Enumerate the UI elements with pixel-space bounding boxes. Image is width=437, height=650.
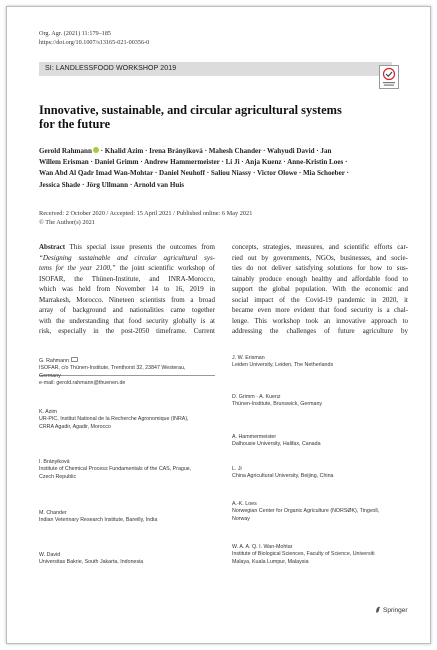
affiliation-line: ISOFAR, c/o Thünen-Institute, Trenthorst 32, 23847 Westerau,	[39, 365, 186, 372]
author-name: Gerold Rahmann	[39, 147, 92, 155]
affiliation-author: W. David	[39, 552, 61, 558]
affiliation-line: Czech Republic	[39, 473, 77, 480]
affiliation-author: J. W. Erisman	[232, 355, 265, 361]
affiliation-author: D. Grimm · A. Kuenz	[232, 394, 281, 400]
affiliation-author: L. Ji	[232, 466, 242, 472]
author-line-text	[39, 147, 331, 155]
article-page	[6, 6, 431, 644]
abstract-line: support the global population. With the economic and	[232, 285, 408, 293]
abstract-line: ried out by governments, NGOs, businesses, and socie-	[232, 253, 408, 262]
author-line: Willem Erisman · Daniel Grimm · Andrew Hammermeister · Li Ji · Anja Kuenz · Anne-Kristin Loes ·	[39, 158, 348, 167]
affiliation-line[interactable]: e-mail: gerold.rahmann@thuenen.de	[39, 380, 126, 387]
abstract-line: social impact of the Covid-19 pandemic in 2020, it	[232, 295, 408, 304]
abstract-line: became even more evident that food security is a chal-	[232, 306, 408, 314]
publication-dates	[39, 210, 252, 227]
affiliation-author: W. A. A. Q. I. Wan-Mohtar	[232, 544, 293, 550]
abstract-line: ties do not deliver satisfying solutions for how to sus-	[232, 264, 408, 272]
affiliation-line: Norwegian Center for Organic Agriculture (NORSØK), Tingvoll,	[232, 508, 380, 515]
affiliation-author: K. Azim	[39, 409, 57, 415]
abstract-line: ISOFAR, the Thünen-Institute, and INRA-Morocco,	[39, 274, 215, 283]
abstract-line: lenge. This workshop took an innovative approach to	[232, 316, 408, 325]
affiliation-entry	[232, 466, 412, 481]
abstract-line: tems for the year 2100,” the joint scientific workshop of	[39, 264, 216, 272]
abstract-right-column	[232, 242, 408, 337]
affiliation-line: Universitas Bakrie, South Jakarta, Indonesia	[39, 559, 144, 566]
email-icon[interactable]	[71, 357, 78, 362]
affiliation-author: A.-K. Loes	[232, 501, 257, 507]
affiliation-line: Leiden University, Leiden, The Netherlands	[232, 362, 334, 369]
abstract-line: with the understanding that food security globally is at	[39, 316, 215, 325]
abstract-line: Marrakesh, Morocco. Nineteen scientists from a broad	[39, 295, 215, 304]
affiliation-entry	[232, 394, 412, 409]
journal-header	[39, 29, 149, 47]
affiliation-line: Indian Veterinary Research Institute, Bareilly, India	[39, 517, 158, 524]
affiliation-line: Institute of Chemical Process Fundamentals of the CAS, Prague,	[39, 466, 192, 473]
author-list	[39, 146, 404, 191]
affiliation-line: Dalhousie University, Halifax, Canada	[232, 441, 321, 448]
affiliation-entry	[39, 409, 219, 431]
affiliation-line: Thünen-Institute, Brunswick, Germany	[232, 401, 323, 408]
author-line	[39, 146, 404, 157]
affiliation-author: A. Hammermeister	[232, 434, 277, 440]
affiliation-author: G. Rahmann	[39, 357, 219, 365]
affiliation-author: I. Brányiková	[39, 459, 70, 465]
journal-citation: Org. Agr. (2021) 11:179–185	[39, 30, 112, 37]
abstract-line: addressing the challenges of future agriculture by	[232, 327, 408, 335]
copyright-notice: © The Author(s) 2021	[39, 218, 95, 226]
affiliation-line: China Agricultural University, Beijing, China	[232, 473, 334, 480]
affiliation-entry	[39, 357, 219, 388]
publisher-logo	[375, 606, 408, 614]
author-line: Wan Abd Al Qadr Imad Wan-Mohtar · Daniel Neuhoff · Saliou Niassy · Victor Olowe · Mia Schoeber ·	[39, 169, 349, 178]
affiliation-line: Norway	[232, 515, 250, 522]
abstract-line: tainably produce enough healthy and affordable food to	[232, 274, 408, 283]
doi-link[interactable]: https://doi.org/10.1007/s13165-021-00356-0	[39, 39, 150, 46]
abstract-line: “Designing sustainable and circular agricultural sys-	[39, 253, 215, 262]
abstract-line: concepts, strategies, measures, and scientific efforts car-	[232, 243, 408, 251]
abstract-label: Abstract	[39, 243, 66, 251]
affiliation-line: Malaya, Kuala Lumpur, Malaysia	[232, 558, 309, 565]
affiliation-author: M. Chander	[39, 510, 67, 516]
affiliation-entry	[232, 355, 412, 370]
abstract-left-column	[39, 242, 215, 337]
check-for-updates-icon[interactable]	[379, 65, 399, 89]
special-issue-banner	[39, 62, 392, 76]
author-names-rest: · Khalid Azim · Irena Brányiková · Mahesh Chander · Wahyudi David · Jan	[98, 147, 332, 155]
affiliation-line: Germany	[39, 372, 61, 379]
title-line: for the future	[39, 117, 111, 131]
abstract-line: Abstract This special issue presents the outcomes from	[39, 243, 215, 251]
affiliation-line: UR-PIC, Institut National de la Recherche Agronomique (INRA),	[39, 416, 189, 423]
affiliation-entry	[232, 501, 412, 523]
publisher-name: Springer	[383, 607, 408, 614]
springer-horse-icon	[375, 606, 381, 613]
abstract-line: risk, especially in the post-2050 timeframe. Current	[39, 327, 215, 335]
title-line: Innovative, sustainable, and circular agricultural systems	[39, 103, 342, 117]
affiliation-entry	[39, 552, 219, 567]
affiliation-entry	[232, 544, 412, 566]
author-line: Jessica Shade · Jörg Ullmann · Arnold van Huis	[39, 180, 185, 189]
affiliation-line: Institute of Biological Sciences, Faculty of Science, Universiti	[232, 551, 375, 558]
abstract-line: array of background and nationalities came together	[39, 306, 215, 314]
received-accepted-published: Received: 2 October 2020 / Accepted: 15 April 2021 / Published online: 6 May 2021	[39, 210, 253, 217]
affiliation-entry	[39, 459, 219, 481]
abstract-line: which was held from November 14 to 16, 2019 in	[39, 285, 215, 293]
affiliation-entry	[39, 510, 219, 525]
affiliation-line: CRRA Agadir, Agadir, Morocco	[39, 423, 111, 430]
article-title	[39, 103, 389, 131]
banner-text: SI: LANDLESSFOOD WORKSHOP 2019	[45, 65, 177, 72]
affiliation-entry	[232, 434, 412, 449]
